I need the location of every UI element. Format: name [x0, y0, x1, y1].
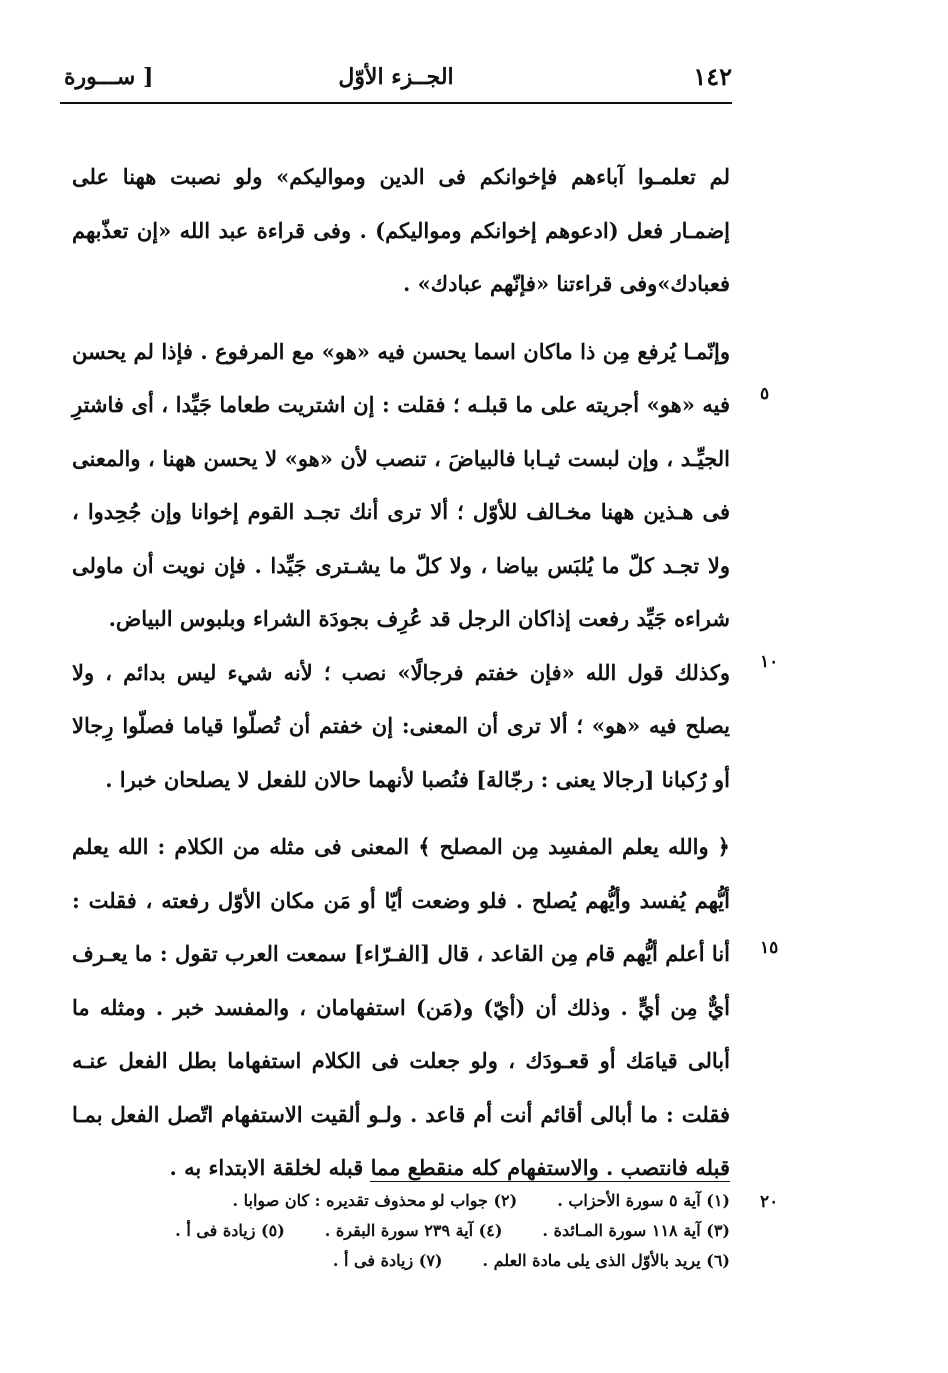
footnote-row: [130, 1186, 730, 1216]
footnote-rule: [370, 1181, 730, 1182]
footnote-4: (٤) آية ٢٣٩ سورة البقرة .: [324, 1221, 503, 1240]
footnote-3: (٣) آية ١١٨ سورة المـائدة .: [542, 1221, 730, 1240]
footnote-7: (٧) زيادة فى أ .: [332, 1251, 443, 1270]
paragraph-3: وكذلك قول الله «فإن خفتم فرجالًا» نصب ؛ لأنه شيء ليس بدائم ، ولا يصلح فيه «هو» ؛ ألا ترى أن المعنى: إن خفتم أن تُصلّوا قياما فصلّوا رِجالا أو رُكبانا [رجالا يعنى : رجّالة] فنُصبا لأنهما حالان للفعل لا يصلحان خبرا .: [72, 659, 730, 792]
footnote-5: (٥) زيادة فى أ .: [175, 1221, 285, 1240]
paragraph-2: وإنّمـا يُرفع مِن ذا ماكان اسما يحسن فيه «هو» مع المرفوع . فإذا لم يحسن فيه «هو» أجريته على ما قبلـه ؛ فقلت : إن اشتريت طعاما جَيِّدا ، أى فاشترِ الجيِّـد ، وإن لبست ثيـابا فالبياضَ ، تنصب لأن «هو» لا يحسن ههنا ، والمعنى فى هـذين ههنا مخـالف للأوّل ؛ ألا ترى أنك تجـد القوم إخوانا وإن جُحِدوا ، ولا تجـد كلّ ما يُلبَس بياضا ، ولا كلّ ما يشـترى جَيِّدا . فإن نويت أن ماولى شراءه جَيِّد رفعت إذاكان الرجل قد عُرِف بجودَة الشراء وبلبوس البياض.: [72, 338, 730, 631]
line-number-15: ١٥: [760, 938, 779, 958]
footnote-6: (٦) يريد بالأوّل الذى يلى مادة العلم .: [482, 1251, 730, 1270]
footnote-row: [130, 1216, 730, 1246]
paragraph-1: لم تعلمـوا آباءهم فإخوانكم فى الدين ومواليكم» ولو نصبت ههنا على إضمـار فعل (ادعوهم إخوانكم ومواليكم) . وفى قراءة عبد الله «إن تعذّبهم فعبادك»وفى قراءتنا «فإنّهم عبادك» .: [72, 164, 730, 296]
header-rule: [60, 102, 732, 104]
line-number-20: ٢٠: [760, 1192, 779, 1212]
footnote-1: (١) آية ٥ سورة الأحزاب .: [557, 1191, 730, 1210]
page-header: [60, 58, 732, 98]
paragraph-4: ﴿ والله يعلم المفسِد مِن المصلح ﴾ المعنى فى مثله من الكلام : الله يعلم أيُّهم يُفسد وأيُّهم يُصلح . فلو وضعت أيّا أو مَن مكان الأوّل رفعته ، فقلت : أنا أعلم أيُّهم قام مِن القاعد ، قال [الفـرّاء] سمعت العرب تقول : ما يعـرف أيٌّ مِن أيٍّ . وذلك أن (أيّ) و(مَن) استفهامان ، والمفسد خبر . ومثله ما أبالى قيامَك أو قعـودَك ، ولو جعلت فى الكلام استفهاما بطل الفعل عنـه فقلت : ما أبالى أقائم أنت أم قاعد . ولـو ألقيت الاستفهام اتّصل الفعل بمـا قبله فانتصب . والاستفهام كله منقطع مما قبله لخلقة الابتداء به .: [72, 834, 730, 1180]
page-number: ١٤٢: [693, 62, 732, 91]
main-text: [72, 150, 730, 1195]
footnote-2: (٢) جواب لو محذوف تقديره : كان صوابا .: [232, 1191, 518, 1210]
footnotes: [130, 1186, 730, 1276]
footnote-row: [130, 1246, 730, 1276]
running-surah: [ ســـورة: [64, 64, 154, 90]
line-number-10: ١٠: [760, 652, 779, 672]
line-number-5: ٥: [760, 384, 770, 404]
running-title: الجــزء الأوّل: [338, 64, 454, 90]
